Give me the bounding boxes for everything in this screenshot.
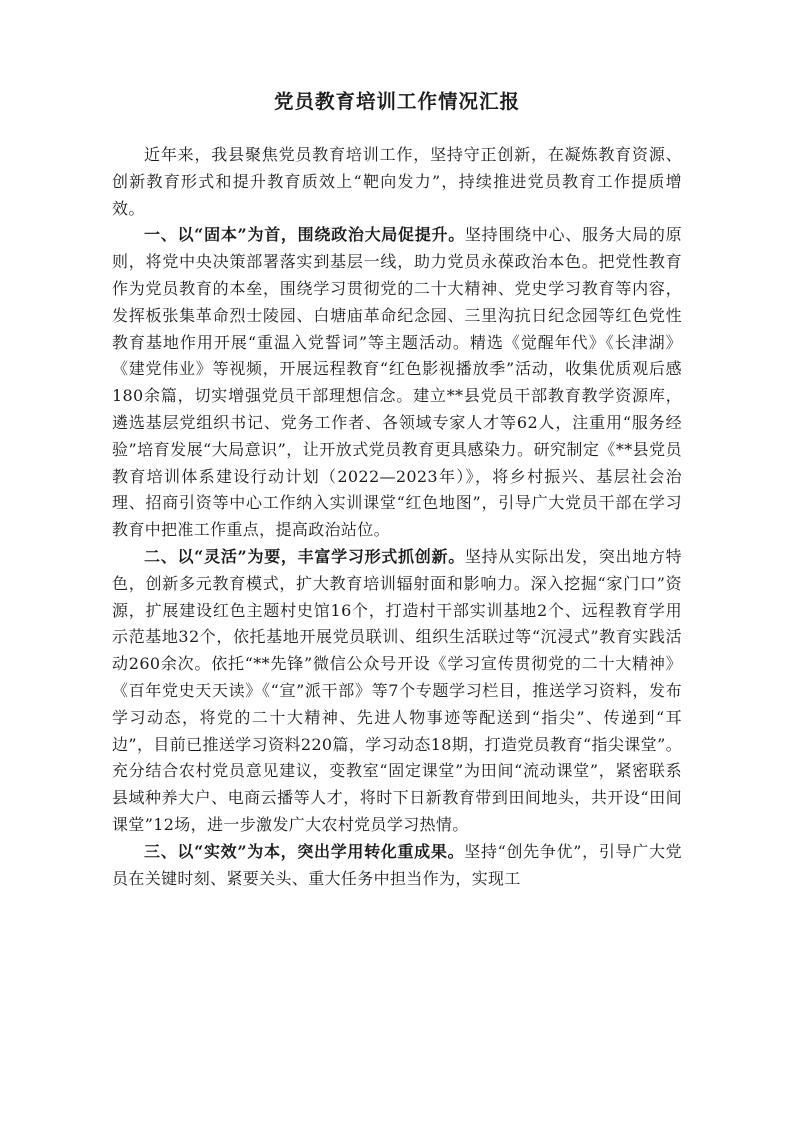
section-three-paragraph xyxy=(112,839,682,893)
section-three-body: 坚持“创先争优”，引导广大党员在关键时刻、紧要关头、重大任务中担当作为，实现工 xyxy=(112,841,682,888)
section-two-paragraph xyxy=(112,544,682,839)
paragraph-body: 近年来，我县聚焦党员教育培训工作，坚持守正创新，在凝炼教育资源、创新教育形式和提升教育质效上“靶向发力”，持续推进党员教育工作提质增效。 xyxy=(112,145,682,218)
intro-paragraph xyxy=(112,142,682,222)
section-one-heading: 一、以“固本”为首，围绕政治大局促提升。 xyxy=(144,225,465,245)
document-page xyxy=(112,88,682,892)
section-one-body: 坚持围绕中心、服务大局的原则，将党中央决策部署落实到基层一线，助力党员永葆政治本色。把党性教育作为党员教育的本垒，围绕学习贯彻党的二十大精神、党史学习教育等内容，发挥板张集革命烈士陵园、白塘庙革命纪念园、三里沟抗日纪念园等红色党性教育基地作用开展“重温入党誓词”等主题活动。精选《觉醒年代》《长津湖》《建党伟业》等视频，开展远程教育“红色影视播放季”活动，收集优质观后感180余篇，切实增强党员干部理想信念。建立**县党员干部教育教学资源库，遴选基层党组织书记、党务工作者、各领域专家人才等62人，注重用“服务经验”培育发展“大局意识”，让开放式党员教育更具感染力。研究制定《**县党员教育培训体系建设行动计划（2022—2023年）》，将乡村振兴、基层社会治理、招商引资等中心工作纳入实训课堂“红色地图”，引导广大党员干部在学习教育中把准工作重点，提高政治站位。 xyxy=(112,225,682,540)
section-two-heading: 二、以“灵活”为要，丰富学习形式抓创新。 xyxy=(144,546,465,566)
section-one-paragraph xyxy=(112,222,682,544)
section-two-body: 坚持从实际出发，突出地方特色，创新多元教育模式，扩大教育培训辐射面和影响力。深入挖掘“家门口”资源，扩展建设红色主题村史馆16个，打造村干部实训基地2个、远程教育学用示范基地32个，依托基地开展党员联训、组织生活联过等“沉浸式”教育实践活动260余次。依托“**先锋”微信公众号开设《学习宣传贯彻党的二十大精神》《百年党史天天读》《“宣”派干部》等7个专题学习栏目，推送学习资料，发布学习动态，将党的二十大精神、先进人物事迹等配送到“指尖”、传递到“耳边”，目前已推送学习资料220篇，学习动态18期，打造党员教育“指尖课堂”。充分结合农村党员意见建议，变教室“固定课堂”为田间“流动课堂”，紧密联系县域种养大户、电商云播等人才，将时下日新教育带到田间地头，共开设“田间课堂”12场，进一步激发广大农村党员学习热情。 xyxy=(112,546,682,834)
section-three-heading: 三、以“实效”为本，突出学用转化重成果。 xyxy=(144,841,465,861)
document-title: 党员教育培训工作情况汇报 xyxy=(273,90,520,113)
